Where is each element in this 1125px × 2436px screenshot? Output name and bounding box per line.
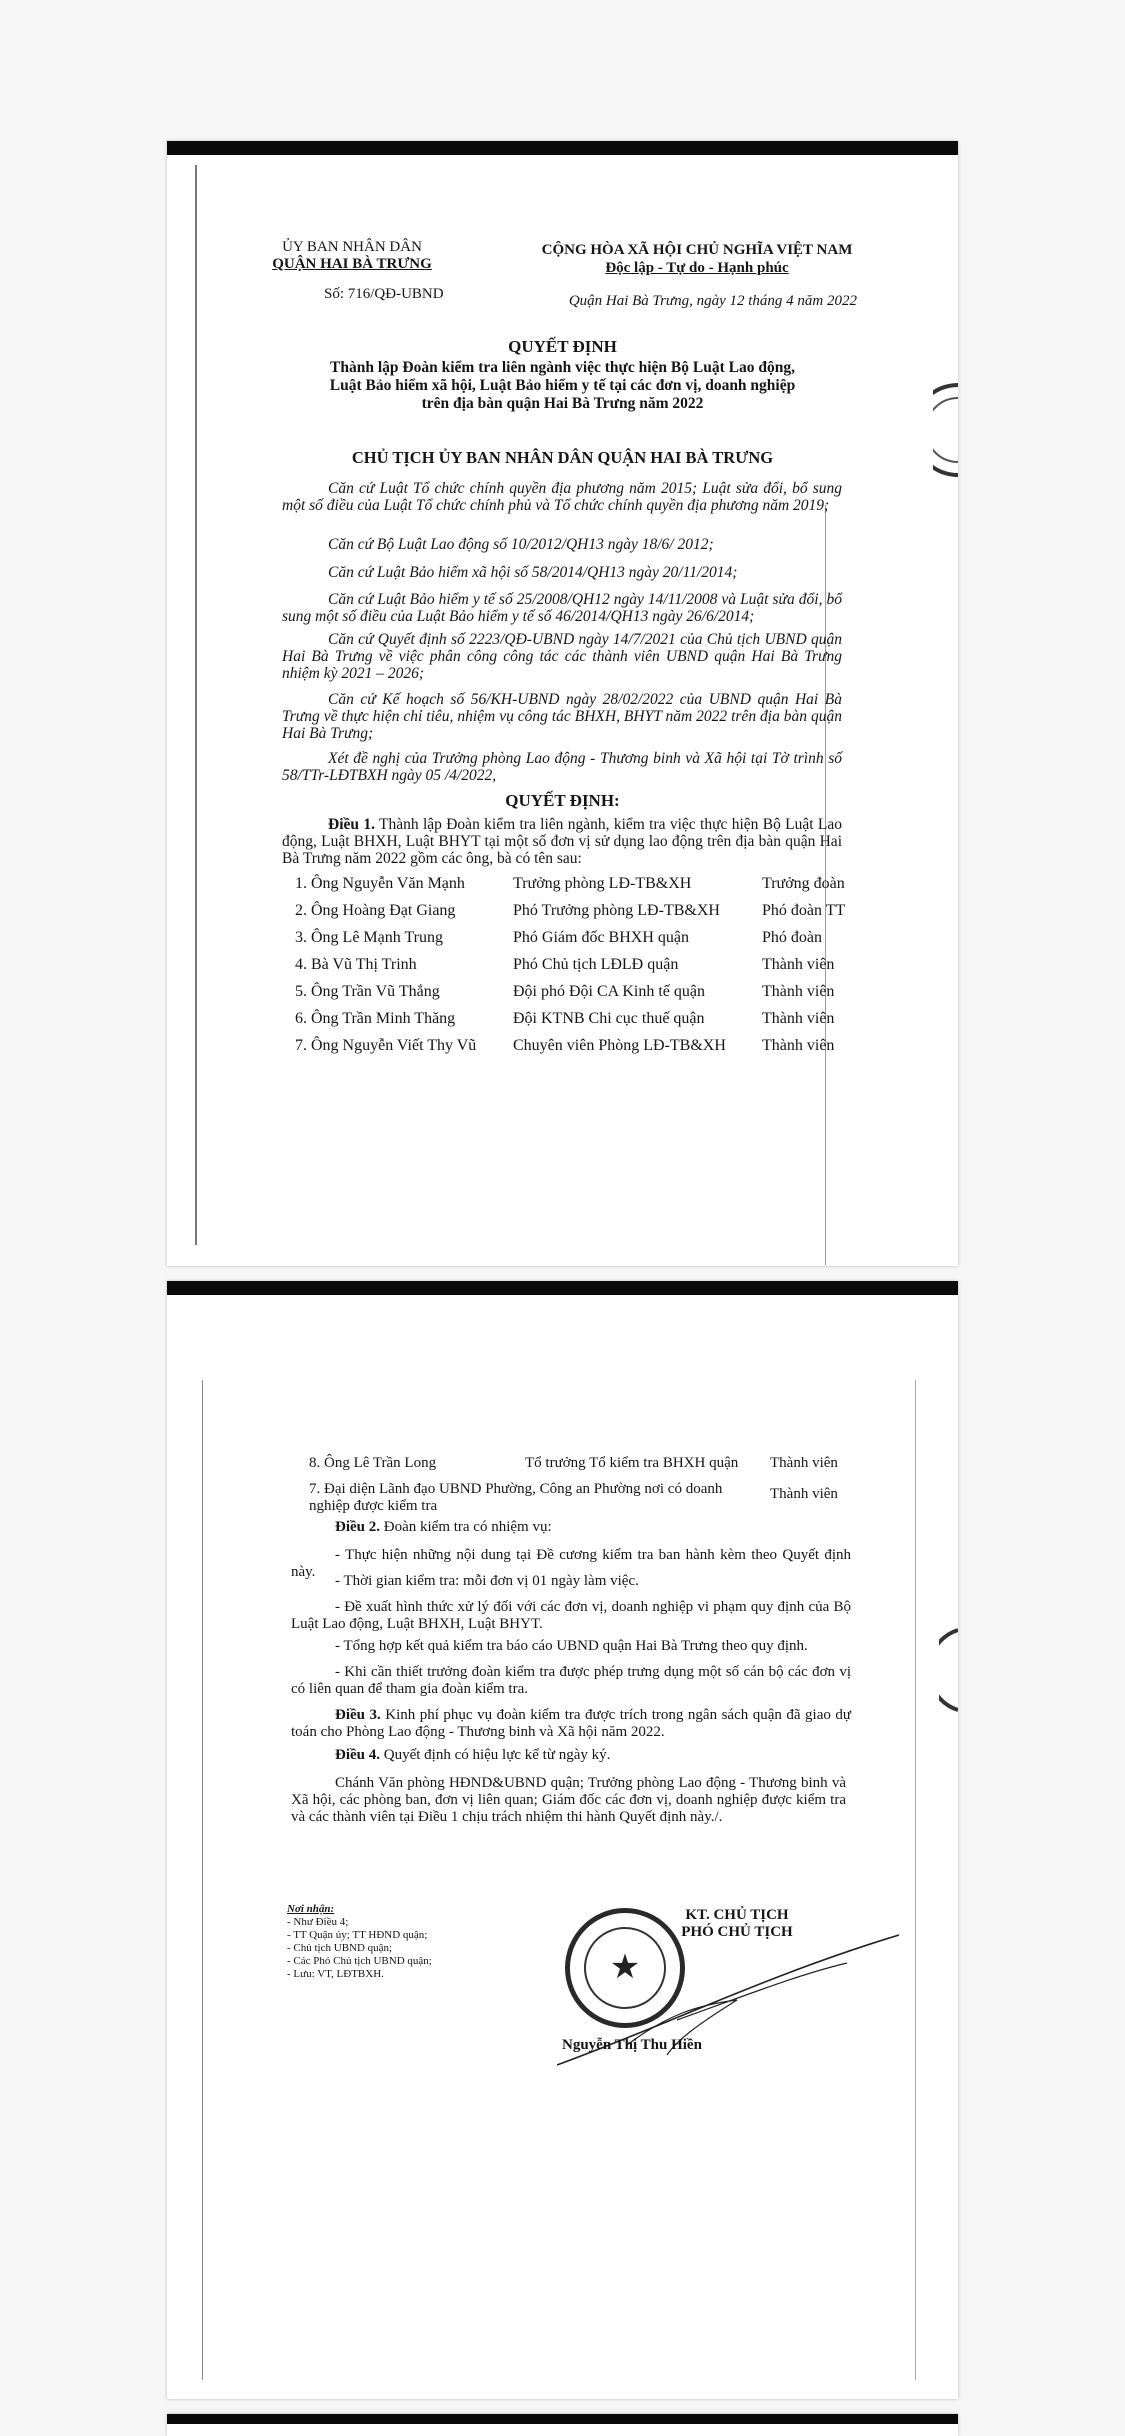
article-2-label: Điều 2. — [335, 1519, 380, 1535]
member-position: Phó Chủ tịch LĐLĐ quận — [513, 956, 679, 973]
issuer-block — [262, 239, 442, 273]
document-subtitle — [227, 359, 898, 413]
recipient-item: - TT Quận ủy; TT HĐND quận; — [287, 1929, 428, 1941]
issue-date: Quận Hai Bà Trưng, ngày 12 tháng 4 năm 2022 — [568, 293, 857, 309]
member-name: 2. Ông Hoàng Đạt Giang — [295, 902, 456, 919]
member-role: Thành viên — [762, 956, 835, 973]
recipient-item: - Như Điều 4; — [287, 1916, 349, 1928]
closing-paragraph: Chánh Văn phòng HĐND&UBND quận; Trưởng phòng Lao động - Thương binh và Xã hội, các phòng ban, đơn vị liên quan; Giám đốc các đơn vị, doanh nghiệp được kiểm tra và các thành viên tại Điều 1 chịu trách nhiệm thi hành Quyết định này./. — [291, 1775, 846, 1825]
subtitle-line: Thành lập Đoàn kiểm tra liên ngành việc thực hiện Bộ Luật Lao động, — [330, 359, 795, 376]
decision-heading: QUYẾT ĐỊNH: — [505, 791, 620, 810]
signer-name: Nguyễn Thị Thu Hiền — [562, 2037, 702, 2053]
recipients-block — [287, 1903, 432, 1981]
member-position: Phó Giám đốc BHXH quận — [513, 929, 689, 946]
member-row — [295, 956, 915, 982]
legal-basis: Căn cứ Luật Bảo hiểm y tế số 25/2008/QH12 ngày 14/11/2008 và Luật sửa đổi, bổ sung một số điều của Luật Bảo hiểm y tế số 46/2014/QH13 ngày 26/6/2014; — [282, 591, 842, 625]
issuer-line2: QUẬN HAI BÀ TRƯNG — [272, 256, 432, 272]
task-item: - Thời gian kiểm tra: mỗi đơn vị 01 ngày làm việc. — [335, 1573, 639, 1589]
authority-heading: CHỦ TỊCH ỦY BAN NHÂN DÂN QUẬN HAI BÀ TRƯNG — [351, 448, 774, 467]
star-icon: ★ — [609, 1949, 641, 1986]
task-item: - Thực hiện những nội dung tại Đề cương kiểm tra ban hành kèm theo Quyết định này. — [291, 1547, 851, 1580]
article-4-label: Điều 4. — [335, 1747, 380, 1763]
edge-seal-fragment — [939, 1625, 958, 1715]
article-1-text: Thành lập Đoàn kiểm tra liên ngành, kiểm tra việc thực hiện Bộ Luật Lao động, Luật BHXH, Luật BHYT tại một số đơn vị sử dụng lao động trên địa bàn quận Hai Bà Trưng năm 2022 gồm các ông, bà có tên sau: — [282, 816, 842, 867]
member-position: Đội phó Đội CA Kinh tế quận — [513, 983, 705, 1000]
member-position: Chuyên viên Phòng LĐ-TB&XH — [513, 1037, 726, 1054]
document-page-1 — [167, 141, 958, 1266]
task-item: - Đề xuất hình thức xử lý đối với các đơn vị, doanh nghiệp vi phạm quy định của Bộ Luật Lao động, Luật BHXH, Luật BHYT. — [291, 1599, 851, 1632]
member-row — [309, 1455, 929, 1481]
legal-basis: Căn cứ Bộ Luật Lao động số 10/2012/QH13 ngày 18/6/ 2012; — [328, 536, 714, 553]
article-1-label: Điều 1. — [328, 816, 375, 833]
article-2-text: Đoàn kiểm tra có nhiệm vụ: — [380, 1519, 552, 1535]
subtitle-line: trên địa bàn quận Hai Bà Trưng năm 2022 — [421, 395, 704, 412]
sign-line-1: KT. CHỦ TỊCH — [685, 1907, 789, 1923]
member-row — [295, 875, 915, 901]
member-name: 3. Ông Lê Mạnh Trung — [295, 929, 444, 946]
national-title: CỘNG HÒA XÃ HỘI CHỦ NGHĨA VIỆT NAM — [541, 242, 853, 258]
member-name: 7. Ông Nguyễn Viết Thy Vũ — [295, 1037, 477, 1054]
member-name: 1. Ông Nguyễn Văn Mạnh — [295, 875, 465, 892]
member-role: Thành viên — [762, 983, 835, 1000]
legal-basis: Căn cứ Kế hoạch số 56/KH-UBND ngày 28/02/2022 của UBND quận Hai Bà Trưng về thực hiện chỉ tiêu, nhiệm vụ công tác BHXH, BHYT năm 2022 trên địa bàn quận Hai Bà Trưng; — [282, 691, 842, 742]
recipients-title: Nơi nhận: — [287, 1903, 335, 1915]
document-page-2 — [167, 1281, 958, 2399]
document-page-3 — [167, 2414, 958, 2436]
article-1 — [282, 816, 842, 867]
scan-edge-line — [202, 1380, 203, 2380]
legal-basis: Căn cứ Luật Tổ chức chính quyền địa phương năm 2015; Luật sửa đổi, bổ sung một số điều của Luật Tổ chức chính phủ và Tổ chức chính quyền địa phương năm 2019; — [282, 480, 842, 514]
member-row — [295, 1037, 915, 1063]
member-role: Thành viên — [762, 1010, 835, 1027]
legal-basis: Căn cứ Luật Bảo hiểm xã hội số 58/2014/QH13 ngày 20/11/2014; — [328, 564, 738, 581]
national-header — [527, 241, 867, 277]
member-role: Phó đoàn — [762, 929, 822, 946]
member-role: Trưởng đoàn — [762, 875, 845, 892]
member-row — [295, 929, 915, 955]
member-role: Phó đoàn TT — [762, 902, 846, 919]
article-3-text: Kinh phí phục vụ đoàn kiểm tra được trích trong ngân sách quận đã giao dự toán cho Phòng Lao động - Thương binh và Xã hội năm 2022. — [291, 1707, 851, 1740]
member-position: Đội KTNB Chi cục thuế quận — [513, 1010, 705, 1027]
article-4 — [291, 1747, 851, 1764]
member-position: Phó Trưởng phòng LĐ-TB&XH — [513, 902, 720, 919]
member-position: Trưởng phòng LĐ-TB&XH — [513, 875, 692, 892]
issuer-line1: ỦY BAN NHÂN DÂN — [282, 239, 422, 255]
document-title: QUYẾT ĐỊNH — [508, 337, 617, 356]
member-name: 5. Ông Trần Vũ Thắng — [295, 983, 440, 1000]
sign-line-2: PHÓ CHỦ TỊCH — [681, 1924, 793, 1940]
task-item: - Khi cần thiết trưởng đoàn kiểm tra được phép trưng dụng một số cán bộ các đơn vị có liên quan để tham gia đoàn kiểm tra. — [291, 1664, 851, 1697]
member-row — [295, 902, 915, 928]
document-number: Số: 716/QĐ-UBND — [324, 286, 444, 302]
member-row — [295, 1010, 915, 1036]
recipient-item: - Lưu: VT, LĐTBXH. — [287, 1968, 384, 1980]
legal-basis: Xét đề nghị của Trưởng phòng Lao động - Thương binh và Xã hội tại Tờ trình số 58/TTr-LĐTBXH ngày 05 /4/2022, — [282, 750, 842, 784]
member-representative: 7. Đại diện Lãnh đạo UBND Phường, Công an Phường nơi có doanh nghiệp được kiểm tra — [309, 1481, 723, 1514]
article-3 — [291, 1707, 851, 1741]
member-position: Tổ trưởng Tổ kiểm tra BHXH quận — [525, 1455, 739, 1471]
task-item: - Tổng hợp kết quả kiểm tra báo cáo UBND quận Hai Bà Trưng theo quy định. — [335, 1638, 808, 1654]
recipient-item: - Các Phó Chủ tịch UBND quận; — [287, 1955, 432, 1967]
member-name: 8. Ông Lê Trần Long — [309, 1455, 437, 1471]
recipient-item: - Chủ tịch UBND quận; — [287, 1942, 393, 1954]
member-role: Thành viên — [762, 1037, 835, 1054]
member-role: Thành viên — [770, 1486, 838, 1502]
subtitle-line: Luật Bảo hiểm xã hội, Luật Bảo hiểm y tế tại các đơn vị, doanh nghiệp — [329, 377, 796, 394]
member-name: 4. Bà Vũ Thị Trinh — [295, 956, 417, 973]
article-2 — [291, 1519, 851, 1536]
member-name: 6. Ông Trần Minh Thăng — [295, 1010, 456, 1027]
article-3-label: Điều 3. — [335, 1707, 381, 1723]
legal-basis: Căn cứ Quyết định số 2223/QĐ-UBND ngày 14/7/2021 của Chủ tịch UBND quận Hai Bà Trưng về việc phân công công tác các thành viên UBND quận Hai Bà Trưng nhiệm kỳ 2021 – 2026; — [282, 631, 842, 682]
edge-seal-fragment — [933, 380, 958, 480]
scan-edge-line — [915, 1380, 916, 2380]
scan-edge-line — [195, 165, 197, 1245]
member-role: Thành viên — [770, 1455, 838, 1471]
member-row — [295, 983, 915, 1009]
national-motto: Độc lập - Tự do - Hạnh phúc — [605, 260, 789, 276]
article-4-text: Quyết định có hiệu lực kể từ ngày ký. — [380, 1747, 611, 1763]
